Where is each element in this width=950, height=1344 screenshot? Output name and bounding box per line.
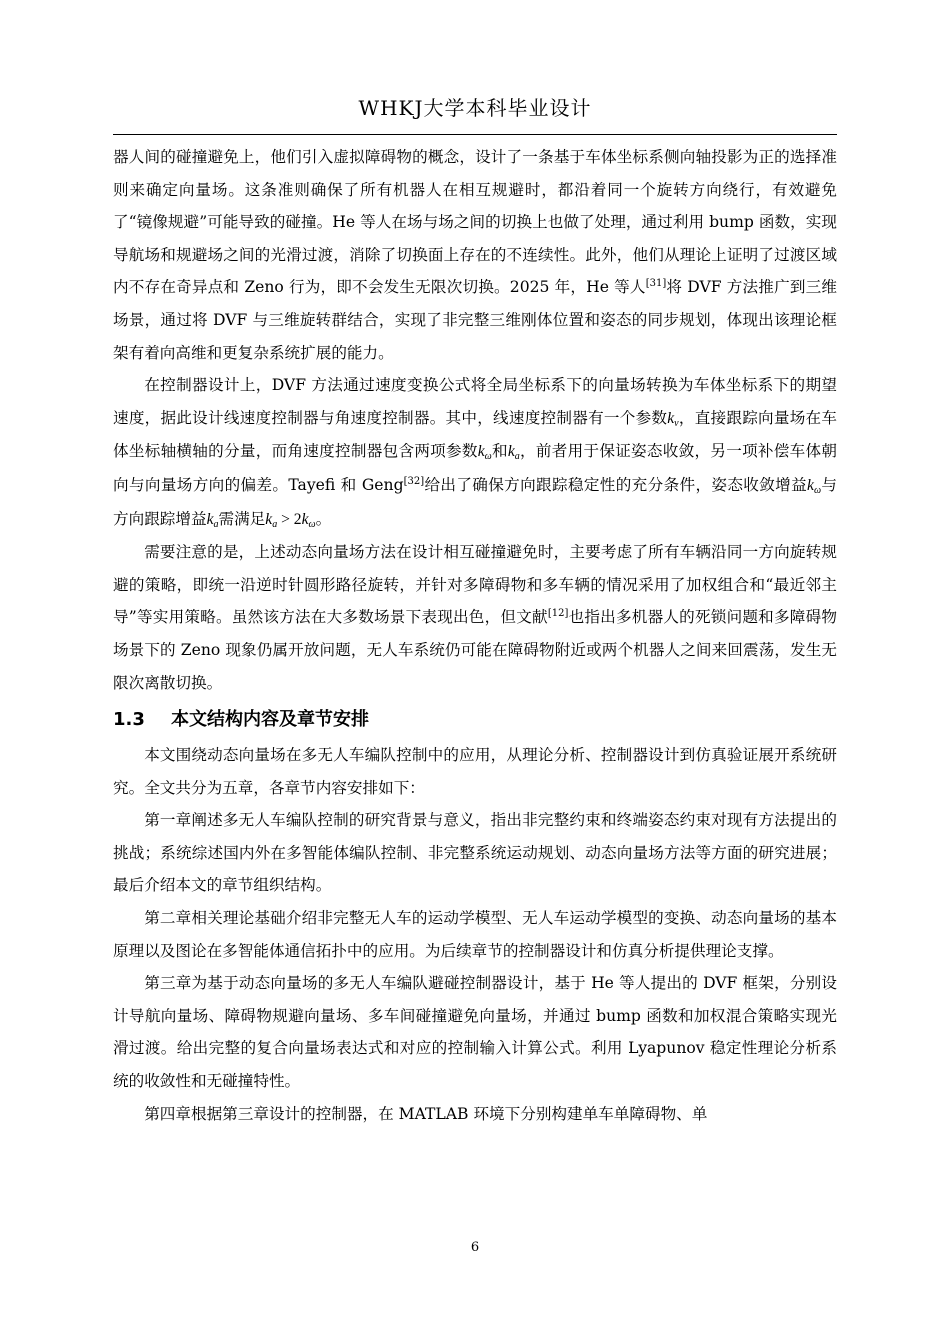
paragraph-2-text-g: 需满足 [218, 509, 266, 528]
section-title: 本文结构内容及章节安排 [171, 709, 369, 731]
paragraph-2-text-h: 。 [315, 509, 332, 528]
paragraph-2-text-f: 与方向跟踪增益 [113, 475, 837, 528]
citation-32: [32] [403, 475, 425, 487]
running-header: WHKJ大学本科毕业设计 [358, 96, 592, 120]
paragraph-3-text-b: 也指出多机器人的死锁问题和多障碍物场景下的 Zeno 现象仍属开放问题，无人车系统仍可能在障碍物附近或两个机器人之间来回震荡，发生无限次离散切换。 [113, 608, 837, 692]
paragraph-2-text-d: ，前者用于保证姿态收敛，另一项补偿车体朝向与向量场方向的偏差。Tayefi 和 Geng [113, 442, 837, 494]
header-rule [113, 134, 837, 135]
paragraph-2-text-c: 和 [491, 442, 508, 461]
paragraph-3-text-a: 需要注意的是，上述动态向量场方法在设计相互碰撞避免时，主要考虑了所有车辆沿同一方向旋转规避的策略，即统一沿逆时针圆形路径旋转，并针对多障碍物和多车辆的情况采用了加权组合和“最近邻主导”等实用策略。虽然该方法在大多数场景下表现出色，但文献 [113, 543, 837, 627]
citation-31: [31] [645, 278, 667, 290]
paragraph-8: 第四章根据第三章设计的控制器，在 MATLAB 环境下分别构建单车单障碍物、单 [144, 1104, 708, 1123]
paragraph-4: 本文围绕动态向量场在多无人车编队控制中的应用，从理论分析、控制器设计到仿真验证展开系统研究。全文共分为五章，各章节内容安排如下： [113, 746, 837, 797]
paragraph-3 [113, 536, 837, 699]
paragraph-2 [113, 369, 837, 536]
paragraph-1-text-b: 将 DVF 方法推广到三维场景，通过将 DVF 与三维旋转群结合，实现了非完整三维刚体位置和姿态的同步规划，体现出该理论框架有着向高维和更复杂系统扩展的能力。 [113, 278, 837, 362]
math-k-omega-2: $k_\omega$ [807, 476, 822, 496]
paragraph-7: 第三章为基于动态向量场的多无人车编队避碰控制器设计，基于 He 等人提出的 DVF 框架，分别设计导航向量场、障碍物规避向量场、多车间碰撞避免向量场，并通过 bump 函数和加权混合策略实现光滑过渡。给出完整的复合向量场表达式和对应的控制输入计算公式。利用 Lyapunov 稳定性理论分析系统的收敛性和无碰撞特性。 [113, 974, 837, 1091]
math-k-v: $k_v$ [667, 409, 679, 429]
paragraph-5: 第一章阐述多无人车编队控制的研究背景与意义，指出非完整约束和终端姿态约束对现有方法提出的挑战；系统综述国内外在多智能体编队控制、非完整系统运动规划、动态向量场方法等方面的研究进展；最后介绍本文的章节组织结构。 [113, 811, 837, 895]
paragraph-1 [113, 141, 837, 369]
paragraph-2-text-a: 在控制器设计上，DVF 方法通过速度变换公式将全局坐标系下的向量场转换为车体坐标系下的期望速度，据此设计线速度控制器与角速度控制器。其中，线速度控制器有一个参数 [113, 376, 837, 427]
paragraph-6: 第二章相关理论基础介绍非完整无人车的运动学模型、无人车运动学模型的变换、动态向量场的基本原理以及图论在多智能体通信拓扑中的应用。为后续章节的控制器设计和仿真分析提供理论支撑。 [113, 909, 837, 960]
section-number: 1.3 [113, 709, 145, 731]
section-heading [113, 699, 837, 739]
math-k-a: $k_a$ [507, 443, 520, 463]
paragraph-2-text-b: ，直接跟踪向量场在车体坐标轴横轴的分量，而角速度控制器包含两项参数 [113, 408, 837, 461]
math-k-a-2: $k_a$ [206, 510, 219, 530]
math-k-omega: $k_\omega$ [477, 443, 492, 463]
page-number: 6 [470, 1240, 480, 1255]
citation-12: [12] [547, 608, 569, 620]
paragraph-1-text-a: 器人间的碰撞避免上，他们引入虚拟障碍物的概念，设计了一条基于车体坐标系侧向轴投影为正的选择准则来确定向量场。这条准则确保了所有机器人在相互规避时，都沿着同一个旋转方向绕行，有效避免了“镜像规避”可能导致的碰撞。He 等人在场与场之间的切换上也做了处理，通过利用 bump 函数，实现导航场和规避场之间的光滑过渡，消除了切换面上存在的不连续性。此外，他们从理论上证明了过渡区域内不存在奇异点和 Zeno 行为，即不会发生无限次切换。2025 年，He 等人 [113, 148, 837, 297]
main-body [113, 141, 837, 1130]
paragraph-2-text-e: 给出了确保方向跟踪稳定性的充分条件，姿态收敛增益 [424, 475, 808, 494]
math-inequality: $k_a > 2k_\omega$ [265, 510, 316, 530]
